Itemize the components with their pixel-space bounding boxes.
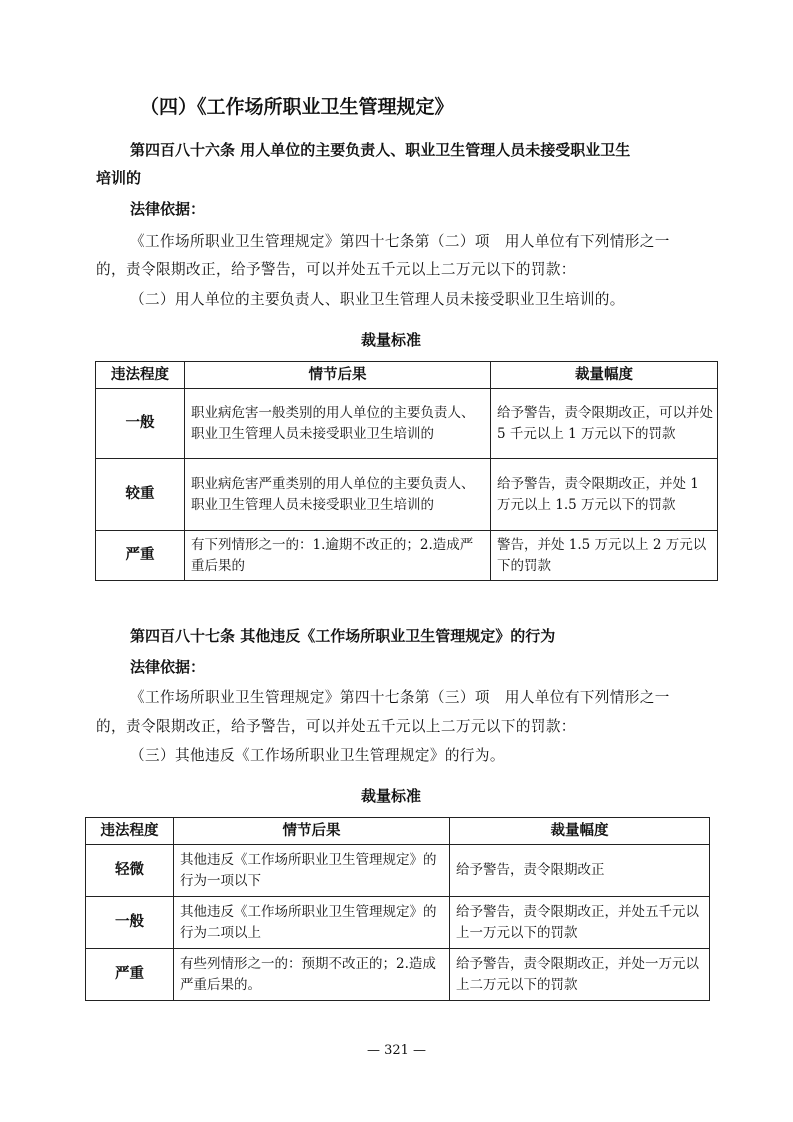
row-facts: 职业病危害严重类别的用人单位的主要负责人、职业卫生管理人员未接受职业卫生培训的 bbox=[185, 459, 491, 531]
row-penalty: 给予警告，责令限期改正，可以并处 5 千元以上 1 万元以下的罚款 bbox=[491, 389, 718, 459]
row-level: 严重 bbox=[86, 949, 174, 1001]
article-486-title-line1: 第四百八十六条 用人单位的主要负责人、职业卫生管理人员未接受职业卫生 bbox=[130, 141, 631, 159]
table-1-title: 裁量标准 bbox=[361, 331, 422, 349]
article-487-title: 第四百八十七条 其他违反《工作场所职业卫生管理规定》的行为 bbox=[130, 627, 556, 645]
article-486-title-line2: 培训的 bbox=[96, 169, 142, 187]
row-penalty: 警告，并处 1.5 万元以上 2 万元以下的罚款 bbox=[491, 531, 718, 581]
section-title: （四）《工作场所职业卫生管理规定》 bbox=[140, 96, 454, 118]
row-facts: 其他违反《工作场所职业卫生管理规定》的行为一项以下 bbox=[174, 845, 450, 897]
article-486-basis-label: 法律依据： bbox=[130, 200, 206, 218]
table-row bbox=[86, 897, 710, 949]
article-486-basis-line3: （二）用人单位的主要负责人、职业卫生管理人员未接受职业卫生培训的。 bbox=[130, 291, 625, 308]
row-penalty: 给予警告，责令限期改正，并处五千元以上一万元以下的罚款 bbox=[450, 897, 710, 949]
page-number: — 321 — bbox=[366, 1043, 427, 1058]
discretion-table-486 bbox=[95, 361, 718, 581]
row-level: 一般 bbox=[86, 897, 174, 949]
header-facts: 情节后果 bbox=[174, 818, 450, 845]
table-row bbox=[96, 531, 718, 581]
article-487-basis-line1: 《工作场所职业卫生管理规定》第四十七条第（三）项 用人单位有下列情形之一 bbox=[130, 689, 670, 706]
row-facts: 有些列情形之一的：预期不改正的；2.造成严重后果的。 bbox=[174, 949, 450, 1001]
row-penalty: 给予警告，责令限期改正，并处 1 万元以上 1.5 万元以下的罚款 bbox=[491, 459, 718, 531]
row-penalty: 给予警告，责令限期改正，并处一万元以上二万元以下的罚款 bbox=[450, 949, 710, 1001]
table-row bbox=[96, 459, 718, 531]
article-487-basis-label: 法律依据： bbox=[130, 658, 206, 676]
header-level: 违法程度 bbox=[96, 362, 185, 389]
row-level: 严重 bbox=[96, 531, 185, 581]
row-level: 一般 bbox=[96, 389, 185, 459]
header-level: 违法程度 bbox=[86, 818, 174, 845]
article-486-basis-line2: 的，责令限期改正，给予警告，可以并处五千元以上二万元以下的罚款： bbox=[96, 261, 576, 278]
row-level: 轻微 bbox=[86, 845, 174, 897]
table-header-row bbox=[96, 362, 718, 389]
row-facts: 有下列情形之一的：1.逾期不改正的；2.造成严重后果的 bbox=[185, 531, 491, 581]
header-penalty: 裁量幅度 bbox=[491, 362, 718, 389]
table-row bbox=[86, 949, 710, 1001]
row-facts: 其他违反《工作场所职业卫生管理规定》的行为二项以上 bbox=[174, 897, 450, 949]
table-header-row bbox=[86, 818, 710, 845]
article-487-basis-line3: （三）其他违反《工作场所职业卫生管理规定》的行为。 bbox=[130, 747, 505, 764]
header-penalty: 裁量幅度 bbox=[450, 818, 710, 845]
table-2-title: 裁量标准 bbox=[361, 787, 422, 805]
article-486-basis-line1: 《工作场所职业卫生管理规定》第四十七条第（二）项 用人单位有下列情形之一 bbox=[130, 233, 670, 250]
row-penalty: 给予警告，责令限期改正 bbox=[450, 845, 710, 897]
header-facts: 情节后果 bbox=[185, 362, 491, 389]
table-row bbox=[96, 389, 718, 459]
article-487-basis-line2: 的，责令限期改正，给予警告，可以并处五千元以上二万元以下的罚款： bbox=[96, 718, 576, 735]
row-facts: 职业病危害一般类别的用人单位的主要负责人、职业卫生管理人员未接受职业卫生培训的 bbox=[185, 389, 491, 459]
discretion-table-487 bbox=[85, 817, 710, 1001]
table-row bbox=[86, 845, 710, 897]
row-level: 较重 bbox=[96, 459, 185, 531]
